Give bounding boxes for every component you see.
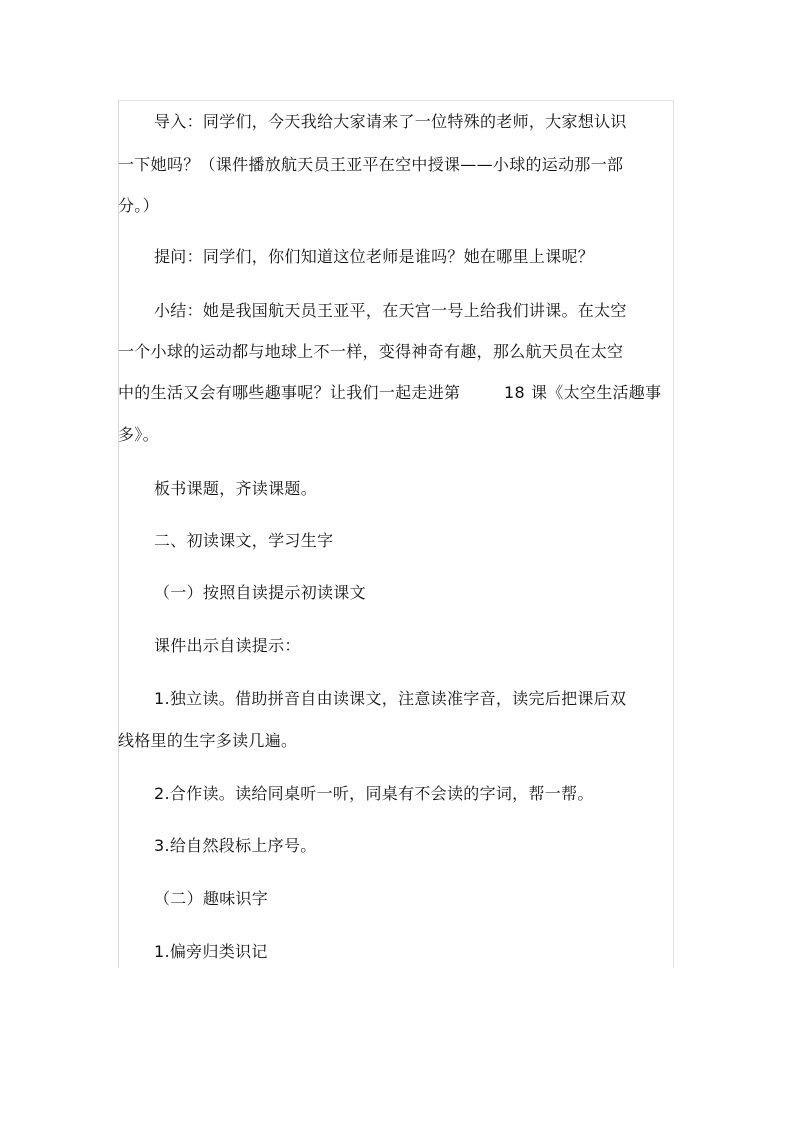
page-frame-right — [673, 100, 674, 968]
text-line: 二、初读课文，学习生字 — [154, 531, 334, 550]
text-line: 2.合作读。读给同桌听一听，同桌有不会读的字词，帮一帮。 — [154, 784, 594, 803]
text-line: 课《太空生活趣事 — [531, 383, 662, 402]
text-line: 提问：同学们，你们知道这位老师是谁吗？她在哪里上课呢？ — [154, 247, 595, 266]
text-line: （一）按照自读提示初读课文 — [154, 583, 366, 602]
text-line: 1.偏旁归类识记 — [154, 942, 268, 961]
text-line: 一个小球的运动都与地球上不一样，变得神奇有趣，那么航天员在太空 — [118, 342, 624, 361]
text-line: 导入：同学们，今天我给大家请来了一位特殊的老师，大家想认识 — [154, 112, 627, 131]
text-line: 板书课题，齐读课题。 — [154, 479, 318, 498]
text-line: 多》。 — [118, 425, 159, 444]
text-line: 小结：她是我国航天员王亚平，在天宫一号上给我们讲课。在太空 — [154, 301, 627, 320]
text-line: 分。） — [118, 196, 159, 215]
page-frame-left — [118, 100, 119, 968]
text-line: 3.给自然段标上序号。 — [154, 836, 317, 855]
text-line: （二）趣味识字 — [154, 889, 269, 908]
text-line: 中的生活又会有哪些趣事呢？让我们一起走进第 — [118, 383, 461, 402]
text-line: 一下她吗？（课件播放航天员王亚平在空中授课——小球的运动那一部 — [118, 155, 624, 174]
text-line: 1.独立读。借助拼音自由读课文，注意读准字音，读完后把课后双 — [154, 689, 627, 708]
page-frame-top — [118, 100, 674, 101]
text-line: 课件出示自读提示： — [154, 636, 301, 655]
text-line: 线格里的生字多读几遍。 — [118, 731, 298, 750]
lesson-number: 18 — [504, 383, 525, 402]
